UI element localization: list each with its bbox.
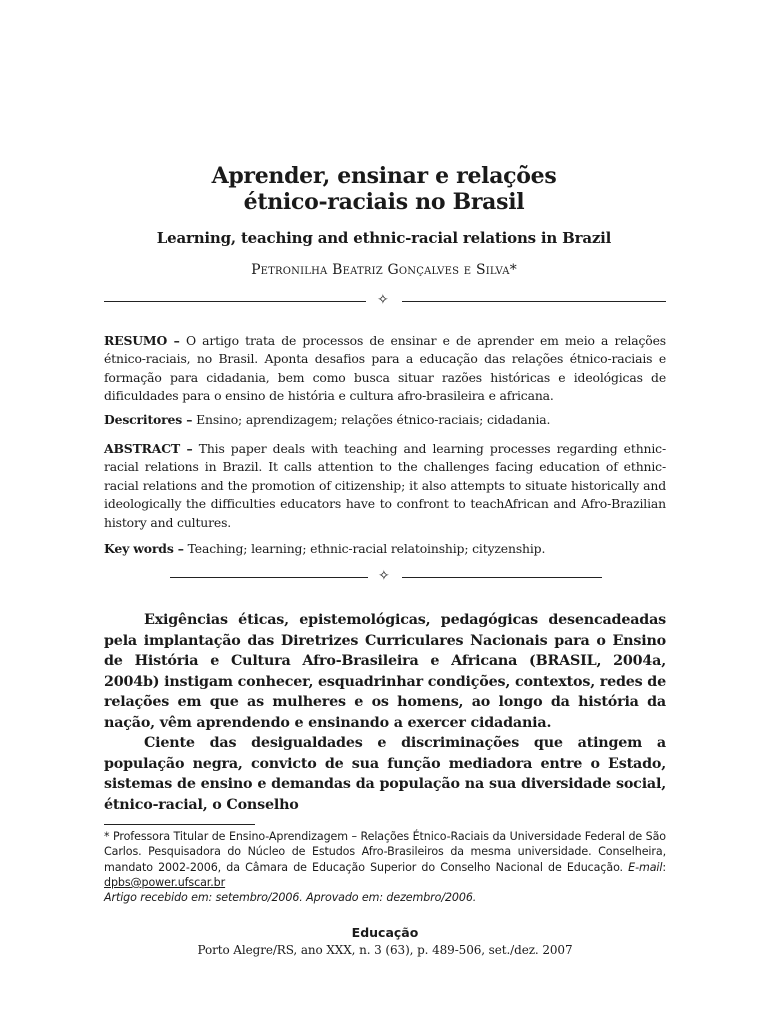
- keywords-label: Key words –: [104, 541, 184, 556]
- footnote-text: * Professora Titular de Ensino-Aprendizagem – Relações Étnico-Raciais da Universidade Federal de São Carlos. Pesquisadora do Núcleo de Estudos Afro-Brasileiros da mesma universidade. Conselheira, mandato 2002-2006, da Câmara de Educação Superior do Conselho Nacional de Educação.: [104, 830, 666, 874]
- email-separator: :: [662, 860, 666, 874]
- article-title: [104, 163, 664, 215]
- author-name: Petronilha Beatriz Gonçalves e Silva*: [251, 262, 517, 278]
- footnote-affiliation: [104, 829, 666, 890]
- email-label: E-mail: [628, 860, 663, 874]
- abstract-text: This paper deals with teaching and learning processes regarding ethnic-racial relations in Brazil. It calls attention to the challenges facing education of ethnic-racial relations and the promotion of citizenship; it also attempts to situate historically and ideologically the difficulties educators have to confront to teachAfrican and Afro-Brazilian history and cultures.: [104, 441, 666, 530]
- keywords-text: Teaching; learning; ethnic-racial relatoinship; cityzenship.: [183, 541, 546, 556]
- footnote-rule: [104, 824, 255, 825]
- divider-star-icon: ✧: [378, 568, 390, 584]
- received-dates: Artigo recebido em: setembro/2006. Aprovado em: dezembro/2006.: [104, 891, 477, 905]
- title-line-2: étnico-raciais no Brasil: [243, 189, 525, 215]
- body-paragraph-2: Ciente das desigualdades e discriminações que atingem a população negra, convicto de sua função mediadora entre o Estado, sistemas de ensino e demandas da população na sua diversidade social, étnico-racial, o Conselho: [104, 735, 666, 813]
- top-divider: [104, 294, 666, 308]
- descritores-text: Ensino; aprendizagem; relações étnico-raciais; cidadania.: [192, 412, 551, 427]
- descritores-label: Descritores –: [104, 412, 193, 427]
- journal-name: Educação: [351, 925, 419, 940]
- divider-line-right: [402, 301, 666, 302]
- abstract-paragraph: [104, 440, 666, 532]
- divider-line-left: [104, 301, 366, 302]
- descritores-paragraph: [104, 411, 666, 429]
- divider-star-icon: ✧: [377, 292, 389, 308]
- journal-citation: Porto Alegre/RS, ano XXX, n. 3 (63), p. 489-506, set./dez. 2007: [197, 943, 573, 957]
- abstract-label: ABSTRACT –: [104, 441, 193, 456]
- divider-line-left: [170, 577, 368, 578]
- email-link[interactable]: dpbs@power.ufscar.br: [104, 875, 226, 889]
- body-paragraph-1: Exigências éticas, epistemológicas, pedagógicas desencadeadas pela implantação das Diretrizes Curriculares Nacionais para o Ensino de História e Cultura Afro-Brasileira e Africana (BRASIL, 2004a, 2004b) instigam conhecer, esquadrinhar condições, contextos, redes de relações em que as mulheres e os homens, ao longo da história da nação, vêm aprendendo e ensinando a exercer cidadania.: [104, 612, 666, 731]
- article-subtitle: Learning, teaching and ethnic-racial relations in Brazil: [156, 229, 612, 247]
- footnote: [104, 829, 666, 905]
- keywords-paragraph: [104, 540, 666, 558]
- resumo-paragraph: [104, 332, 666, 406]
- resumo-text: O artigo trata de processos de ensinar e de aprender em meio a relações étnico-raciais, no Brasil. Aponta desafios para a educação das relações étnico-raciais e formação para cidadania, bem como busca situar razões históricas e ideológicas de dificuldades para o ensino de história e cultura afro-brasileira e africana.: [104, 333, 666, 404]
- body-text: [104, 610, 666, 815]
- resumo-label: RESUMO –: [104, 333, 180, 348]
- divider-line-right: [402, 577, 602, 578]
- title-line-1: Aprender, ensinar e relações: [211, 163, 557, 189]
- bottom-divider: [170, 570, 602, 584]
